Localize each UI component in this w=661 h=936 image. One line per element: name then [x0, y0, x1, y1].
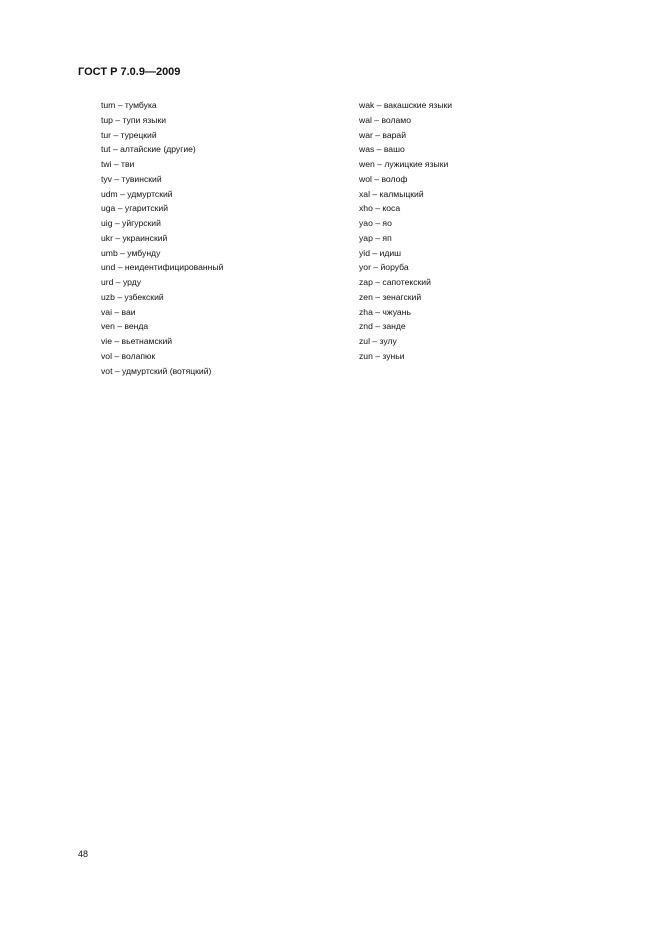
language-code-entry: ukr – украинский — [101, 232, 168, 243]
language-code-entry: vol – волапюк — [101, 350, 156, 361]
language-code-entry: ven – венда — [101, 321, 149, 332]
language-code-entry: yao – яо — [359, 218, 392, 228]
language-code-entry: udm – удмуртский — [101, 188, 173, 199]
language-code-entry: war – варай — [359, 129, 407, 140]
language-code-entry: was – вашо — [359, 144, 405, 155]
language-code-entry: wak – вакашские языки — [359, 100, 453, 110]
language-code-entry: zha – чжуань — [359, 306, 411, 317]
language-code-entry: wal – воламо — [359, 114, 411, 125]
language-code-entry: zen – зенагский — [359, 291, 422, 302]
language-code-entry: zap – сапотекский — [359, 277, 431, 287]
language-code-entry: vot – удмуртский (вотяцкий) — [101, 365, 212, 376]
page-number: 48 — [78, 849, 89, 859]
language-code-entry: znd – занде — [359, 321, 406, 332]
language-code-entry: wen – лужицкие языки — [359, 159, 449, 169]
language-code-entry: und – неидентифицированный — [101, 262, 224, 273]
language-code-entry: tyv – тувинский — [101, 173, 162, 184]
document-header: ГОСТ Р 7.0.9—2009 — [78, 66, 181, 78]
language-code-entry: vie – вьетнамский — [101, 336, 173, 346]
language-code-entry: uig – уйгурский — [101, 218, 161, 228]
language-code-entry: xal – калмыцкий — [359, 188, 424, 199]
language-code-entry: zul – зулу — [359, 336, 397, 346]
language-code-entry: twi – тви — [101, 159, 135, 169]
language-code-entry: zun – зуньи — [359, 350, 405, 361]
language-code-entry: vai – ваи — [101, 306, 136, 317]
language-code-entry: yid – идиш — [359, 247, 402, 258]
language-list-right — [359, 98, 452, 364]
language-code-entry: uga – угаритский — [101, 203, 168, 214]
language-code-entry: yap – яп — [359, 232, 392, 243]
language-code-entry: tur – турецкий — [101, 129, 157, 140]
language-code-entry: xho – коса — [359, 203, 401, 214]
language-code-entry: wol – волоф — [359, 173, 408, 184]
language-code-entry: umb – умбунду — [101, 247, 161, 258]
language-code-entry: tum – тумбука — [101, 100, 157, 110]
language-code-entry: urd – урду — [101, 277, 142, 287]
language-code-entry: tup – тупи языки — [101, 114, 167, 125]
language-code-entry: tut – алтайские (другие) — [101, 144, 196, 155]
language-code-entry: yor – йоруба — [359, 262, 409, 273]
language-list-left — [101, 98, 223, 378]
language-code-entry: uzb – узбекский — [101, 291, 164, 302]
